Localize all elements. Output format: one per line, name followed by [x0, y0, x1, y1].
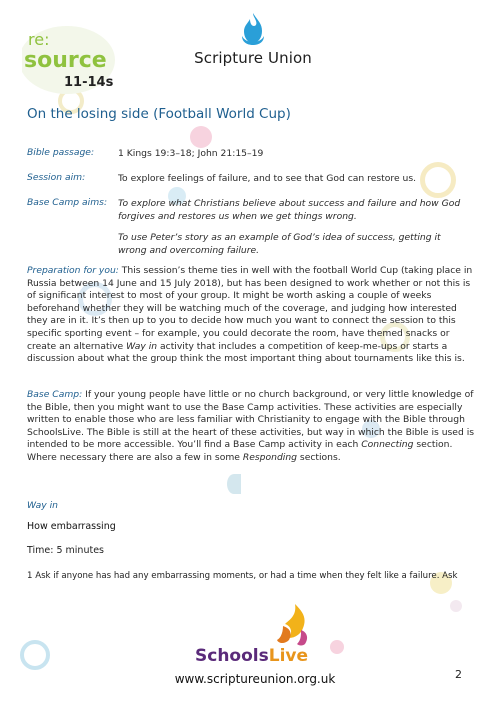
base-camp-text-1: If your young people have little or no church background, or very little knowledge of the Bible, then you might want to use the Base Camp activities. These activities are especially written to enable those who are less familiar with Christianity to engage with the Bible through SchoolsLive. The Bible is still at the heart of these activities, but way in which the Bible is used is intended to be more accessible. You’ll find a Base Camp activity in each	[27, 389, 475, 451]
activity-step-1: 1 Ask if anyone has had any embarrassing moments, or had a time when they felt like a failure. Ask	[27, 571, 458, 581]
bible-passage-value: 1 Kings 19:3–18; John 21:15–19	[118, 148, 264, 159]
base-camp-connecting: Connecting	[361, 439, 414, 451]
base-camp-aim-2: To use Peter’s story as an example of God’s idea of success, getting it wrong and overcoming failure.	[118, 232, 441, 256]
flame-icon	[238, 12, 268, 46]
resource-logo-graphic	[22, 18, 137, 98]
base-camp-paragraph	[27, 389, 479, 465]
preparation-paragraph	[27, 265, 479, 366]
preparation-lead: Preparation for you:	[27, 265, 119, 276]
decorative-circle	[330, 640, 344, 654]
base-camp-lead: Base Camp:	[27, 389, 83, 400]
base-camp-responding: Responding	[242, 451, 297, 463]
resource-logo-line2: source	[24, 48, 107, 73]
base-camp-aim-1: To explore what Christians believe about success and failure and how God forgives and restores us when we get things wrong.	[118, 198, 461, 222]
base-camp-text-3: sections.	[296, 451, 341, 463]
session-aim-value: To explore feelings of failure, and to see that God can restore us.	[118, 173, 417, 184]
schoolslive-wordmark	[195, 646, 308, 666]
resource-11-14s-logo	[22, 18, 137, 98]
decorative-circle	[190, 126, 212, 148]
activity-time: Time: 5 minutes	[27, 545, 104, 556]
resource-logo-line3: 11-14s	[64, 75, 114, 90]
footer-url: www.scriptureunion.org.uk	[174, 672, 336, 686]
session-title: On the losing side (Football World Cup)	[27, 106, 291, 122]
scripture-union-name: Scripture Union	[194, 49, 312, 67]
decorative-circle	[20, 640, 50, 670]
bible-passage-label: Bible passage:	[27, 147, 95, 158]
schoolslive-schools: Schools	[195, 646, 269, 666]
way-in-heading: Way in	[27, 500, 58, 511]
base-camp-text-2: section. Where necessary there are also a few in some	[27, 439, 453, 463]
base-camp-aims-label: Base Camp aims:	[27, 197, 108, 208]
schoolslive-logo	[195, 602, 315, 672]
activity-title: How embarrassing	[27, 521, 116, 532]
schoolslive-live: Live	[268, 646, 309, 666]
schoolslive-flame-icon	[273, 602, 313, 648]
page-number: 2	[455, 668, 462, 681]
preparation-text-2: activity that includes a competition of keep-me-ups or starts a discussion about what the group think the most important thing about tournaments like this is.	[27, 340, 465, 365]
decorative-circle	[227, 474, 241, 494]
scripture-union-logo	[188, 12, 318, 72]
preparation-text-1: This session’s theme ties in well with the football World Cup (taking place in Russia between 14 June and 15 July 2018), but has been designed to work whether or not this is of significant interest to most of your group. It might be worth asking a couple of weeks beforehand whether they will be watching much of the coverage, and judging how interested they are in it. It’s then up to you to decide how much you want to connect the session to this specific sporting event – for example, you could decorate the room, have themed snacks or create an alternative	[27, 265, 473, 352]
preparation-wayin: Way in	[126, 340, 158, 352]
decorative-circle	[450, 600, 462, 612]
resource-logo-line1: re:	[28, 30, 50, 49]
session-aim-label: Session aim:	[27, 172, 86, 183]
